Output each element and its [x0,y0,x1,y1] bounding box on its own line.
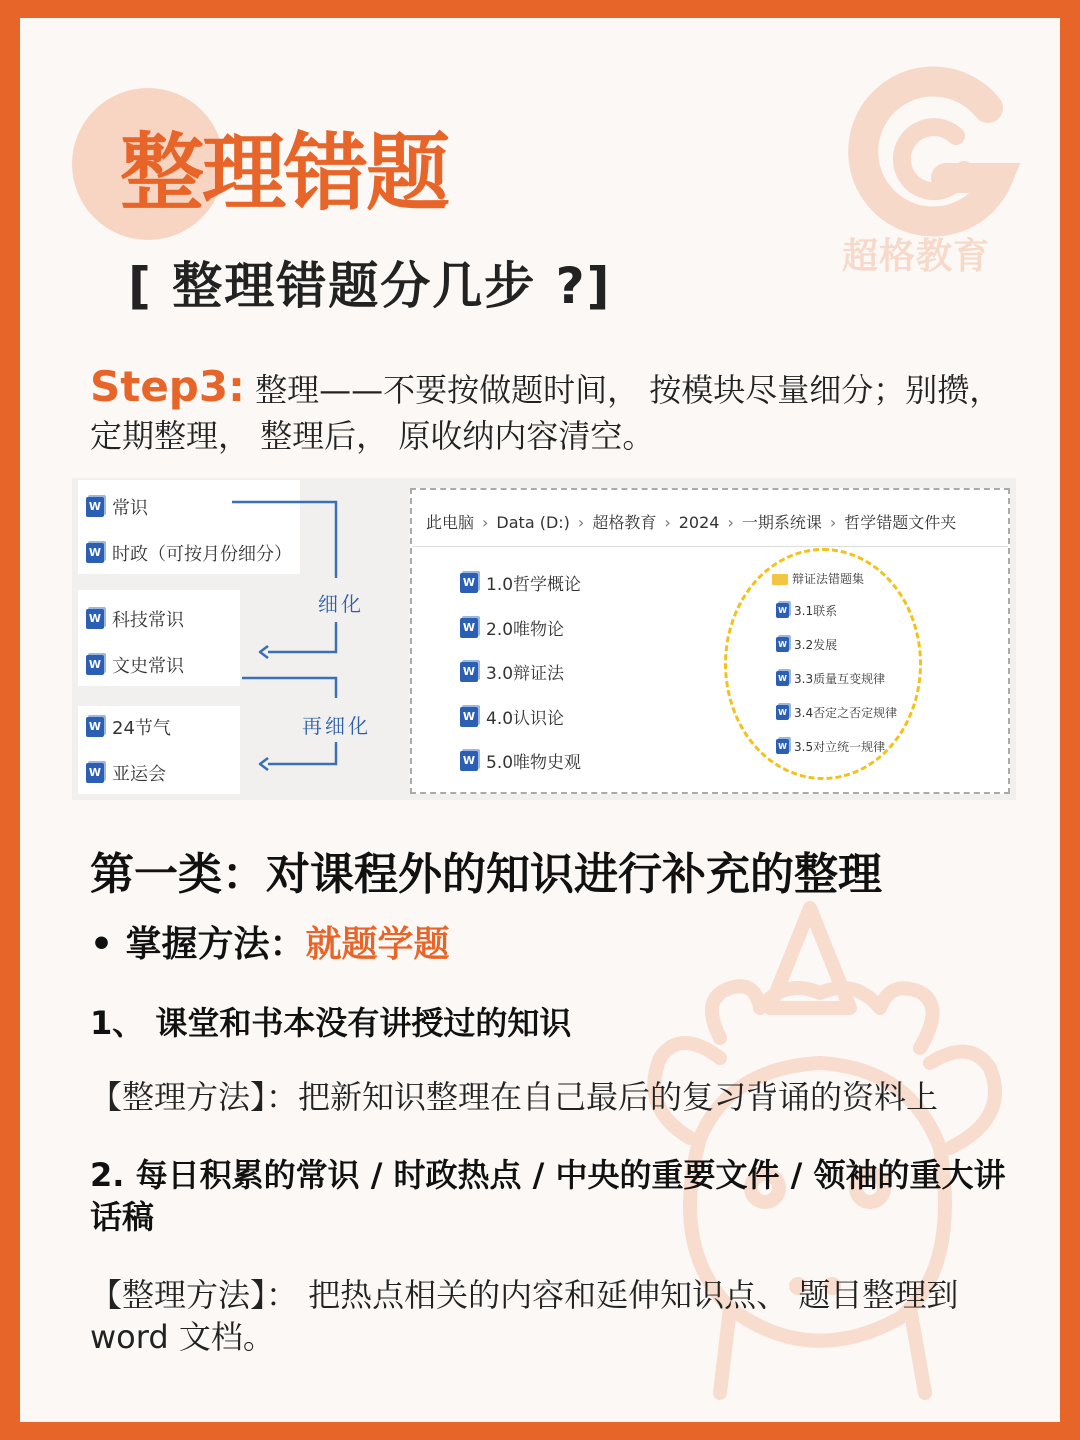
folder-icon [772,574,788,585]
word-doc-icon: W [86,609,104,629]
word-doc-icon: W [86,655,104,675]
word-doc-icon: W [776,671,789,686]
file-item[interactable]: W 5.0唯物史观 [460,748,581,773]
method-accent: 就题学题 [305,924,450,965]
word-doc-icon: W [460,707,478,727]
logo-text: 超格教育 [842,236,991,277]
word-doc-icon: W [86,763,104,783]
word-doc-icon: W [86,497,104,517]
step3-label: Step3: [90,362,245,411]
subfile-item[interactable]: W 3.5对立统一规律 [776,738,885,755]
doc-item[interactable]: W 亚运会 [86,760,166,786]
file-explorer-panel [410,488,1010,794]
chevron-right-icon: › [577,513,585,532]
file-item[interactable]: W 1.0哲学概论 [460,570,581,595]
word-doc-icon: W [776,739,789,754]
word-doc-icon: W [460,751,478,771]
file-item[interactable]: W 2.0唯物论 [460,615,564,640]
breadcrumb-item[interactable]: 2024 [678,513,720,532]
note-refine: 细化 [318,592,364,616]
word-doc-icon: W [460,573,478,593]
word-doc-icon: W [86,543,104,563]
note-refine-more: 再细化 [302,714,371,738]
item2-title: 2. 每日积累的常识 / 时政热点 / 中央的重要文件 / 领袖的重大讲话稿 [90,1156,1006,1236]
page-subtitle: [ 整理错题分几步 ?] [128,257,612,315]
file-item[interactable]: W 4.0认识论 [460,704,564,729]
word-doc-icon: W [86,717,104,737]
step3-paragraph [90,364,1010,459]
breadcrumb [426,510,956,533]
chevron-right-icon: › [727,513,734,532]
method-line [90,916,450,967]
breadcrumb-item[interactable]: 超格教育 [592,513,657,532]
breadcrumb-item[interactable]: 一期系统课 [741,513,822,532]
word-doc-icon: W [776,637,789,652]
subfile-item[interactable]: W 3.3质量互变规律 [776,670,885,687]
chevron-right-icon: › [664,513,671,532]
item1-method: 【整理方法】：把新知识整理在自己最后的复习背诵的资料上 [90,1078,939,1116]
doc-item[interactable]: W 时政（可按月份细分） [86,540,292,566]
chevron-right-icon: › [482,513,489,532]
breadcrumb-item[interactable]: Data (D:) [496,513,570,532]
subfile-item[interactable]: W 3.1联系 [776,602,837,619]
folder-item[interactable]: 辩证法错题集 [772,570,864,587]
divider [412,546,1008,547]
doc-item[interactable]: W 科技常识 [86,606,184,632]
breadcrumb-item[interactable]: 此电脑 [426,513,475,532]
file-organization-figure [72,478,1016,800]
item1-title: 1、 课堂和书本没有讲授过的知识 [90,1004,572,1042]
word-doc-icon: W [776,603,789,618]
page [20,18,1060,1422]
word-doc-icon: W [460,662,478,682]
section-title: 第一类：对课程外的知识进行补充的整理 [90,849,882,900]
word-doc-icon: W [460,618,478,638]
step3-text: 整理——不要按做题时间， 按模块尽量细分；别攒， 定期整理， 整理后， 原收纳内容清空。 [90,371,1002,455]
doc-item[interactable]: W 常识 [86,494,148,520]
item2-method: 【整理方法】： 把热点相关的内容和延伸知识点、 题目整理到 word 文档。 [90,1276,959,1356]
doc-item[interactable]: W 文史常识 [86,652,184,678]
chevron-right-icon: › [829,513,837,532]
method-prefix: • 掌握方法： [90,924,306,965]
breadcrumb-item[interactable]: 哲学错题文件夹 [844,513,957,532]
word-doc-icon: W [776,705,789,720]
doc-item[interactable]: W 24节气 [86,714,171,740]
subfile-item[interactable]: W 3.2发展 [776,636,837,653]
subfile-item[interactable]: W 3.4否定之否定规律 [776,704,897,721]
file-item[interactable]: W 3.0辩证法 [460,659,564,684]
page-title: 整理错题 [120,124,449,222]
